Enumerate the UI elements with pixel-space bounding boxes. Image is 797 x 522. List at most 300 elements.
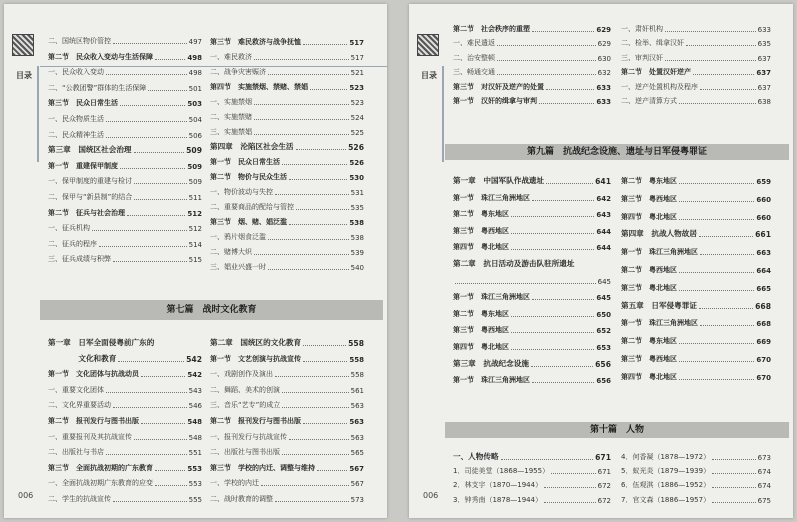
toc-entry-title: 二、文化界重要活动 — [48, 401, 111, 410]
margin-bar — [37, 66, 39, 162]
dot-leader — [275, 376, 349, 377]
dot-leader — [275, 501, 349, 502]
toc-entry — [210, 463, 364, 473]
toc-entry — [453, 67, 611, 77]
toc-entry — [621, 82, 771, 92]
dot-leader — [712, 502, 756, 503]
dot-leader — [303, 44, 347, 45]
toc-entry-page: 659 — [756, 178, 771, 186]
dot-leader — [679, 361, 754, 362]
dot-leader — [113, 501, 187, 502]
left-page — [4, 4, 387, 518]
toc-entry — [210, 447, 364, 457]
toc-entry — [621, 247, 771, 257]
dot-leader — [106, 392, 187, 393]
toc-entry — [210, 202, 364, 212]
dot-leader — [254, 104, 349, 105]
toc-entry-title: 第一章 日军全面侵粤前广东的 — [48, 338, 155, 347]
toc-entry-title: 一、鸦片烟食泛滥 — [210, 233, 266, 241]
toc-entry — [210, 247, 364, 257]
toc-entry — [210, 82, 364, 92]
dot-leader — [303, 345, 346, 346]
toc-entry — [621, 336, 771, 346]
toc-entry — [48, 338, 202, 348]
toc-entry — [48, 161, 202, 171]
toc-entry-title: 一、重要报刊及其抗战宣传 — [48, 432, 132, 441]
toc-entry — [210, 172, 364, 182]
toc-entry — [48, 52, 202, 62]
dot-leader — [155, 59, 185, 60]
toc-entry-page: 523 — [350, 99, 364, 107]
toc-entry-page: 542 — [187, 371, 202, 380]
publisher-logo-icon — [12, 34, 34, 56]
toc-entry-title: 第二节 粤东地区 — [453, 309, 509, 318]
toc-entry — [210, 142, 364, 152]
toc-entry-page: 506 — [188, 131, 202, 140]
dot-leader — [155, 470, 185, 471]
dot-leader — [268, 239, 349, 240]
toc-entry — [621, 318, 771, 328]
dot-leader — [712, 459, 756, 460]
dot-leader — [134, 183, 187, 184]
toc-entry-page: 517 — [349, 39, 364, 47]
toc-entry — [453, 38, 611, 48]
toc-entry-page: 660 — [756, 195, 771, 204]
dot-leader — [544, 487, 596, 488]
dot-leader — [511, 316, 594, 317]
toc-entry-title: 第一节 文化团体与抗战动员 — [48, 370, 139, 379]
toc-entry-title: 第二节 处置汉奸逆产 — [621, 68, 691, 77]
toc-entry-page: 633 — [596, 98, 611, 106]
toc-entry-title: 一、人物传略 — [453, 452, 499, 461]
toc-entry-title: 第三节 全面抗战初期的广东教育 — [48, 463, 153, 472]
toc-entry-title: 一、报刊发行与抗战宣传 — [210, 432, 287, 441]
toc-entry — [48, 385, 202, 395]
dot-leader — [310, 89, 347, 90]
toc-entry — [210, 494, 364, 504]
part-title: 第十篇 人物 — [445, 422, 789, 438]
toc-entry-title: 第四章 沦陷区社会生活 — [210, 142, 294, 151]
toc-entry — [210, 262, 364, 272]
toc-entry-page: 540 — [350, 264, 364, 272]
dot-leader — [268, 74, 349, 75]
toc-entry-title: 第二节 社会秩序的重塑 — [453, 25, 530, 33]
toc-entry — [210, 37, 364, 47]
toc-entry-title: 第三节 粤西地区 — [453, 226, 509, 235]
toc-entry-title: 二、民众精神生活 — [48, 130, 104, 139]
toc-entry-title: 文化和教育 — [48, 353, 117, 363]
toc-entry-title: 第四节 粤北地区 — [621, 372, 677, 381]
toc-entry-title: 二、征兵的程序 — [48, 239, 97, 248]
page-number: 006 — [18, 491, 34, 500]
toc-entry-page: 645 — [597, 277, 611, 286]
toc-entry — [621, 53, 771, 63]
toc-entry-title: 三、音乐“艺专”的成立 — [210, 401, 281, 410]
toc-entry-title: 第三节 粤西地区 — [453, 326, 509, 335]
toc-entry-page: 638 — [757, 98, 771, 106]
toc-entry-title: 5．蚁光炎（1879—1939） — [621, 467, 711, 476]
toc-entry — [621, 301, 771, 311]
toc-entry-page: 563 — [350, 433, 364, 442]
toc-entry-page: 521 — [350, 69, 364, 77]
toc-entry — [621, 495, 771, 505]
toc-entry-page: 563 — [350, 402, 364, 411]
dot-leader — [511, 249, 594, 250]
toc-entry-page: 645 — [596, 294, 611, 303]
page-number: 006 — [423, 491, 439, 500]
toc-entry-title: 第三章 国统区社会治理 — [48, 145, 132, 155]
margin-bar — [442, 66, 444, 162]
toc-entry — [48, 145, 202, 155]
toc-entry-title: 二、战时教育的调整 — [210, 495, 273, 503]
toc-entry-page: 637 — [757, 54, 771, 63]
toc-entry-page: 573 — [350, 496, 364, 504]
toc-entry-title: 一、学校的内迁 — [210, 479, 259, 488]
toc-entry-page: 641 — [595, 177, 611, 186]
toc-entry-page: 668 — [756, 320, 771, 329]
toc-entry-title: 一、难民遣返 — [453, 39, 495, 48]
toc-entry — [48, 208, 202, 218]
toc-entry — [210, 354, 364, 364]
toc-entry-title: 第四节 粤北地区 — [453, 343, 509, 351]
toc-entry-title: 6．伍观淇（1886—1952） — [621, 481, 711, 490]
toc-entry-title: 三、畅通交通 — [453, 68, 495, 77]
toc-entry-page: 531 — [350, 189, 364, 197]
toc-entry — [210, 478, 364, 488]
toc-entry-page: 525 — [350, 129, 364, 137]
toc-entry-page: 509 — [187, 162, 202, 171]
toc-entry — [48, 354, 202, 364]
dot-leader — [531, 366, 593, 367]
dot-leader — [699, 236, 753, 237]
toc-entry-title: 二、赌博大炽 — [210, 248, 252, 256]
dot-leader — [120, 105, 185, 106]
toc-entry-page: 526 — [348, 143, 364, 152]
toc-entry — [48, 432, 202, 442]
dot-leader — [679, 343, 754, 344]
toc-entry-title: 第二节 民众收入变动与生活保障 — [48, 52, 153, 61]
toc-entry — [48, 416, 202, 426]
toc-entry-page: 643 — [596, 211, 611, 220]
dot-leader — [268, 269, 349, 270]
toc-entry-title: 3．钟秀南（1878—1944） — [453, 495, 543, 504]
toc-entry-page: 668 — [755, 301, 771, 311]
toc-entry-title: 一、重要文化团体 — [48, 385, 104, 394]
toc-entry — [621, 212, 771, 222]
toc-entry-page: 548 — [188, 433, 202, 442]
dot-leader — [127, 215, 185, 216]
dot-leader — [289, 439, 349, 440]
toc-entry-page: 517 — [350, 54, 364, 62]
dot-leader — [106, 137, 187, 138]
dot-leader — [106, 454, 187, 455]
toc-entry-page: 542 — [186, 354, 202, 364]
toc-entry-title: 一、肃奸机构 — [621, 25, 663, 33]
toc-entry-page: 674 — [757, 468, 771, 477]
dot-leader — [679, 290, 754, 291]
toc-entry-page: 660 — [756, 213, 771, 222]
dot-leader — [497, 45, 596, 46]
toc-entry-page: 558 — [348, 339, 364, 348]
toc-entry-title: 一、实施禁烟 — [210, 98, 252, 106]
toc-entry-page: 515 — [188, 256, 202, 265]
toc-entry — [453, 375, 611, 385]
toc-entry — [48, 463, 202, 473]
dot-leader — [317, 470, 347, 471]
part-title: 第七篇 战时文化教育 — [40, 300, 383, 320]
toc-entry-page: 670 — [756, 356, 771, 364]
toc-entry-title: 4．何香凝（1878—1972） — [621, 453, 711, 461]
toc-entry-page: 637 — [757, 83, 771, 92]
toc-entry — [48, 83, 202, 93]
toc-entry-page: 665 — [756, 284, 771, 293]
toc-entry-page: 644 — [596, 227, 611, 236]
toc-entry-page: 671 — [595, 453, 611, 462]
toc-entry-title: 三、娼业兴盛一时 — [210, 263, 266, 271]
toc-entry — [210, 432, 364, 442]
toc-entry-page: 498 — [188, 69, 202, 78]
toc-entry-page: 650 — [596, 310, 611, 319]
dot-leader — [532, 382, 594, 383]
dot-leader — [289, 179, 347, 180]
toc-entry-title: 二、学生的抗战宣传 — [48, 495, 111, 503]
toc-entry-page: 561 — [350, 386, 364, 395]
toc-entry — [453, 495, 611, 505]
toc-entry-page: 555 — [188, 496, 202, 504]
dot-leader — [679, 379, 754, 380]
toc-entry-page: 653 — [596, 344, 611, 352]
dot-leader — [106, 121, 187, 122]
dot-leader — [155, 485, 187, 486]
toc-entry-title: 二、战争灾害赈济 — [210, 68, 266, 76]
dot-leader — [679, 103, 756, 104]
toc-entry-page: 635 — [757, 40, 771, 49]
toc-entry-title: 第五章 日军侵粤罪证 — [621, 300, 697, 310]
toc-entry — [48, 239, 202, 249]
toc-entry-title: 第三节 粤西地区 — [621, 355, 677, 363]
toc-entry-page: 504 — [188, 116, 202, 124]
toc-entry — [48, 400, 202, 410]
toc-entry — [621, 96, 771, 106]
toc-entry-title: 一、逆产处置机构及程序 — [621, 82, 698, 91]
dot-leader — [700, 89, 756, 90]
toc-entry-page: 512 — [188, 225, 202, 234]
toc-entry-page: 630 — [597, 54, 611, 63]
toc-entry-page: 672 — [597, 482, 611, 491]
toc-entry-title: 一、保甲制度的重建与检讨 — [48, 177, 132, 186]
toc-entry-page: 558 — [350, 371, 364, 380]
toc-entry-title: 一、物价波动与失控 — [210, 188, 273, 196]
dot-leader — [134, 152, 185, 153]
toc-entry — [621, 283, 771, 293]
toc-entry-page: 674 — [757, 482, 771, 491]
dot-leader — [113, 407, 187, 408]
toc-entry-page: 642 — [596, 194, 611, 203]
dot-leader — [106, 74, 187, 75]
toc-entry — [621, 372, 771, 382]
toc-entry — [210, 67, 364, 77]
toc-entry-page: 673 — [757, 454, 771, 462]
toc-entry — [210, 369, 364, 379]
toc-entry-page: 539 — [350, 249, 364, 257]
toc-entry — [453, 342, 611, 352]
toc-entry — [453, 452, 611, 462]
toc-entry-title: 第一节 珠江三角洲地区 — [453, 376, 530, 385]
toc-entry-title: 2．林支宇（1870—1944） — [453, 481, 543, 490]
dot-leader — [282, 164, 347, 165]
margin-strip — [4, 4, 38, 518]
toc-entry-title: 二、检举、缉拿汉奸 — [621, 39, 684, 48]
dot-leader — [120, 168, 185, 169]
toc-entry-page: 512 — [187, 209, 202, 218]
toc-entry — [48, 369, 202, 379]
dot-leader — [501, 459, 594, 460]
toc-entry-title: 第一节 珠江三角洲地区 — [621, 319, 698, 328]
toc-entry-title: 一、全面抗战初期广东教育的应变 — [48, 479, 153, 488]
margin-label: 目录 — [421, 71, 437, 80]
toc-entry — [453, 193, 611, 203]
dot-leader — [511, 349, 594, 350]
toc-entry-title: 二、出版社与图书出版 — [210, 448, 280, 457]
toc-entry-page: 629 — [597, 40, 611, 49]
toc-entry-title: 第二节 征兵与社会治理 — [48, 208, 125, 217]
toc-entry — [621, 466, 771, 476]
toc-entry — [210, 127, 364, 137]
toc-entry-title: 第一章 中国军队作战遗址 — [453, 176, 545, 185]
toc-entry — [453, 242, 611, 252]
dot-leader — [539, 103, 594, 104]
toc-entry — [48, 98, 202, 108]
toc-entry-page: 567 — [350, 480, 364, 489]
dot-leader — [686, 45, 756, 46]
dot-leader — [544, 502, 596, 503]
dot-leader — [141, 376, 185, 377]
toc-entry-page: 524 — [350, 114, 364, 122]
toc-entry — [48, 176, 202, 186]
toc-entry-page: 656 — [595, 359, 611, 369]
dot-leader — [712, 473, 756, 474]
toc-entry-title: 第四节 粤北地区 — [453, 243, 509, 252]
dot-leader — [275, 194, 349, 195]
toc-entry-page: 497 — [188, 38, 202, 46]
dot-leader — [289, 224, 347, 225]
dot-leader — [303, 423, 347, 424]
toc-entry-title: 三、征兵成绩与积弊 — [48, 255, 111, 264]
margin-label: 目录 — [16, 71, 32, 80]
dot-leader — [134, 199, 186, 200]
toc-entry — [621, 354, 771, 364]
dot-leader — [134, 439, 187, 440]
toc-entry-page: 670 — [756, 373, 771, 382]
toc-entry-page: 511 — [188, 194, 202, 202]
toc-entry-page: 632 — [597, 69, 611, 78]
toc-entry — [48, 223, 202, 233]
toc-entry-page: 661 — [755, 230, 771, 240]
dot-leader — [532, 299, 594, 300]
toc-entry-title: 第三节 粤西地区 — [621, 194, 677, 203]
toc-entry-title: 第一节 珠江三角洲地区 — [453, 193, 530, 202]
toc-entry — [453, 226, 611, 236]
toc-entry-title: 第二节 粤东地区 — [453, 210, 509, 219]
dot-leader — [679, 272, 754, 273]
toc-entry — [210, 157, 364, 167]
dot-leader — [254, 119, 349, 120]
toc-entry-page: 664 — [756, 267, 771, 275]
toc-entry — [210, 217, 364, 227]
dot-leader — [700, 254, 754, 255]
toc-entry-page: 546 — [188, 402, 202, 411]
toc-entry-page: 543 — [188, 386, 202, 395]
dot-leader — [99, 246, 187, 247]
toc-entry-title: 一、民众物质生活 — [48, 115, 104, 123]
toc-entry — [453, 82, 611, 92]
toc-entry-title: 一、民众收入变动 — [48, 68, 104, 77]
toc-entry — [48, 447, 202, 457]
dot-leader — [497, 60, 596, 61]
dot-leader — [699, 308, 753, 309]
toc-entry — [210, 232, 364, 242]
toc-entry-page: 526 — [349, 159, 364, 167]
dot-leader — [511, 332, 594, 333]
toc-entry-title: 第四章 抗战人物故居 — [621, 229, 697, 239]
dot-leader — [693, 74, 754, 75]
dot-leader — [546, 89, 594, 90]
dot-leader — [303, 361, 347, 362]
toc-entry-page: 503 — [187, 100, 202, 109]
toc-entry-page: 629 — [596, 26, 611, 34]
toc-entry-title: 二、“公教团警”群体的生活保障 — [48, 83, 147, 92]
toc-entry-page: 675 — [757, 496, 771, 505]
dot-leader — [679, 183, 754, 184]
dot-leader — [665, 60, 756, 61]
toc-entry-page: 633 — [596, 83, 611, 92]
toc-entry — [621, 194, 771, 204]
dot-leader — [511, 216, 594, 217]
toc-entry-title: 第四节 粤北地区 — [621, 212, 677, 221]
toc-entry — [621, 176, 771, 186]
toc-entry — [621, 452, 771, 462]
dot-leader — [532, 200, 594, 201]
toc-entry-page: 538 — [349, 219, 364, 227]
toc-entry-title: 第二节 粤西地区 — [621, 266, 677, 274]
dot-leader — [254, 59, 349, 60]
toc-entry-title: 二、保甲与“新县制”的结合 — [48, 193, 133, 201]
toc-entry — [453, 24, 611, 34]
dot-leader — [92, 230, 187, 231]
right-page — [409, 4, 793, 518]
toc-entry — [453, 480, 611, 490]
toc-entry — [210, 400, 364, 410]
toc-entry-title: 第二节 报刊发行与图书出版 — [48, 417, 139, 425]
toc-entry-page: 565 — [350, 449, 364, 458]
toc-entry — [210, 97, 364, 107]
toc-entry — [210, 52, 364, 62]
toc-entry-title: 第一节 珠江三角洲地区 — [621, 248, 698, 257]
toc-entry-page: 567 — [349, 464, 364, 473]
toc-entry-title: 第一节 汉奸的缉拿与审判 — [453, 97, 537, 105]
toc-entry-title: 第二节 物价与民众生活 — [210, 173, 287, 181]
toc-entry — [453, 466, 611, 476]
toc-entry — [48, 130, 202, 140]
toc-entry-title: 第三节 对汉奸及逆产的处置 — [453, 82, 544, 91]
toc-entry-page: 553 — [187, 464, 202, 473]
toc-entry — [453, 325, 611, 335]
toc-entry-title: 一、难民救济 — [210, 53, 252, 61]
toc-entry-page: 514 — [188, 240, 202, 249]
toc-entry-title: 第二节 报刊发行与图书出版 — [210, 417, 301, 425]
toc-entry — [210, 416, 364, 426]
margin-strip — [409, 4, 443, 518]
